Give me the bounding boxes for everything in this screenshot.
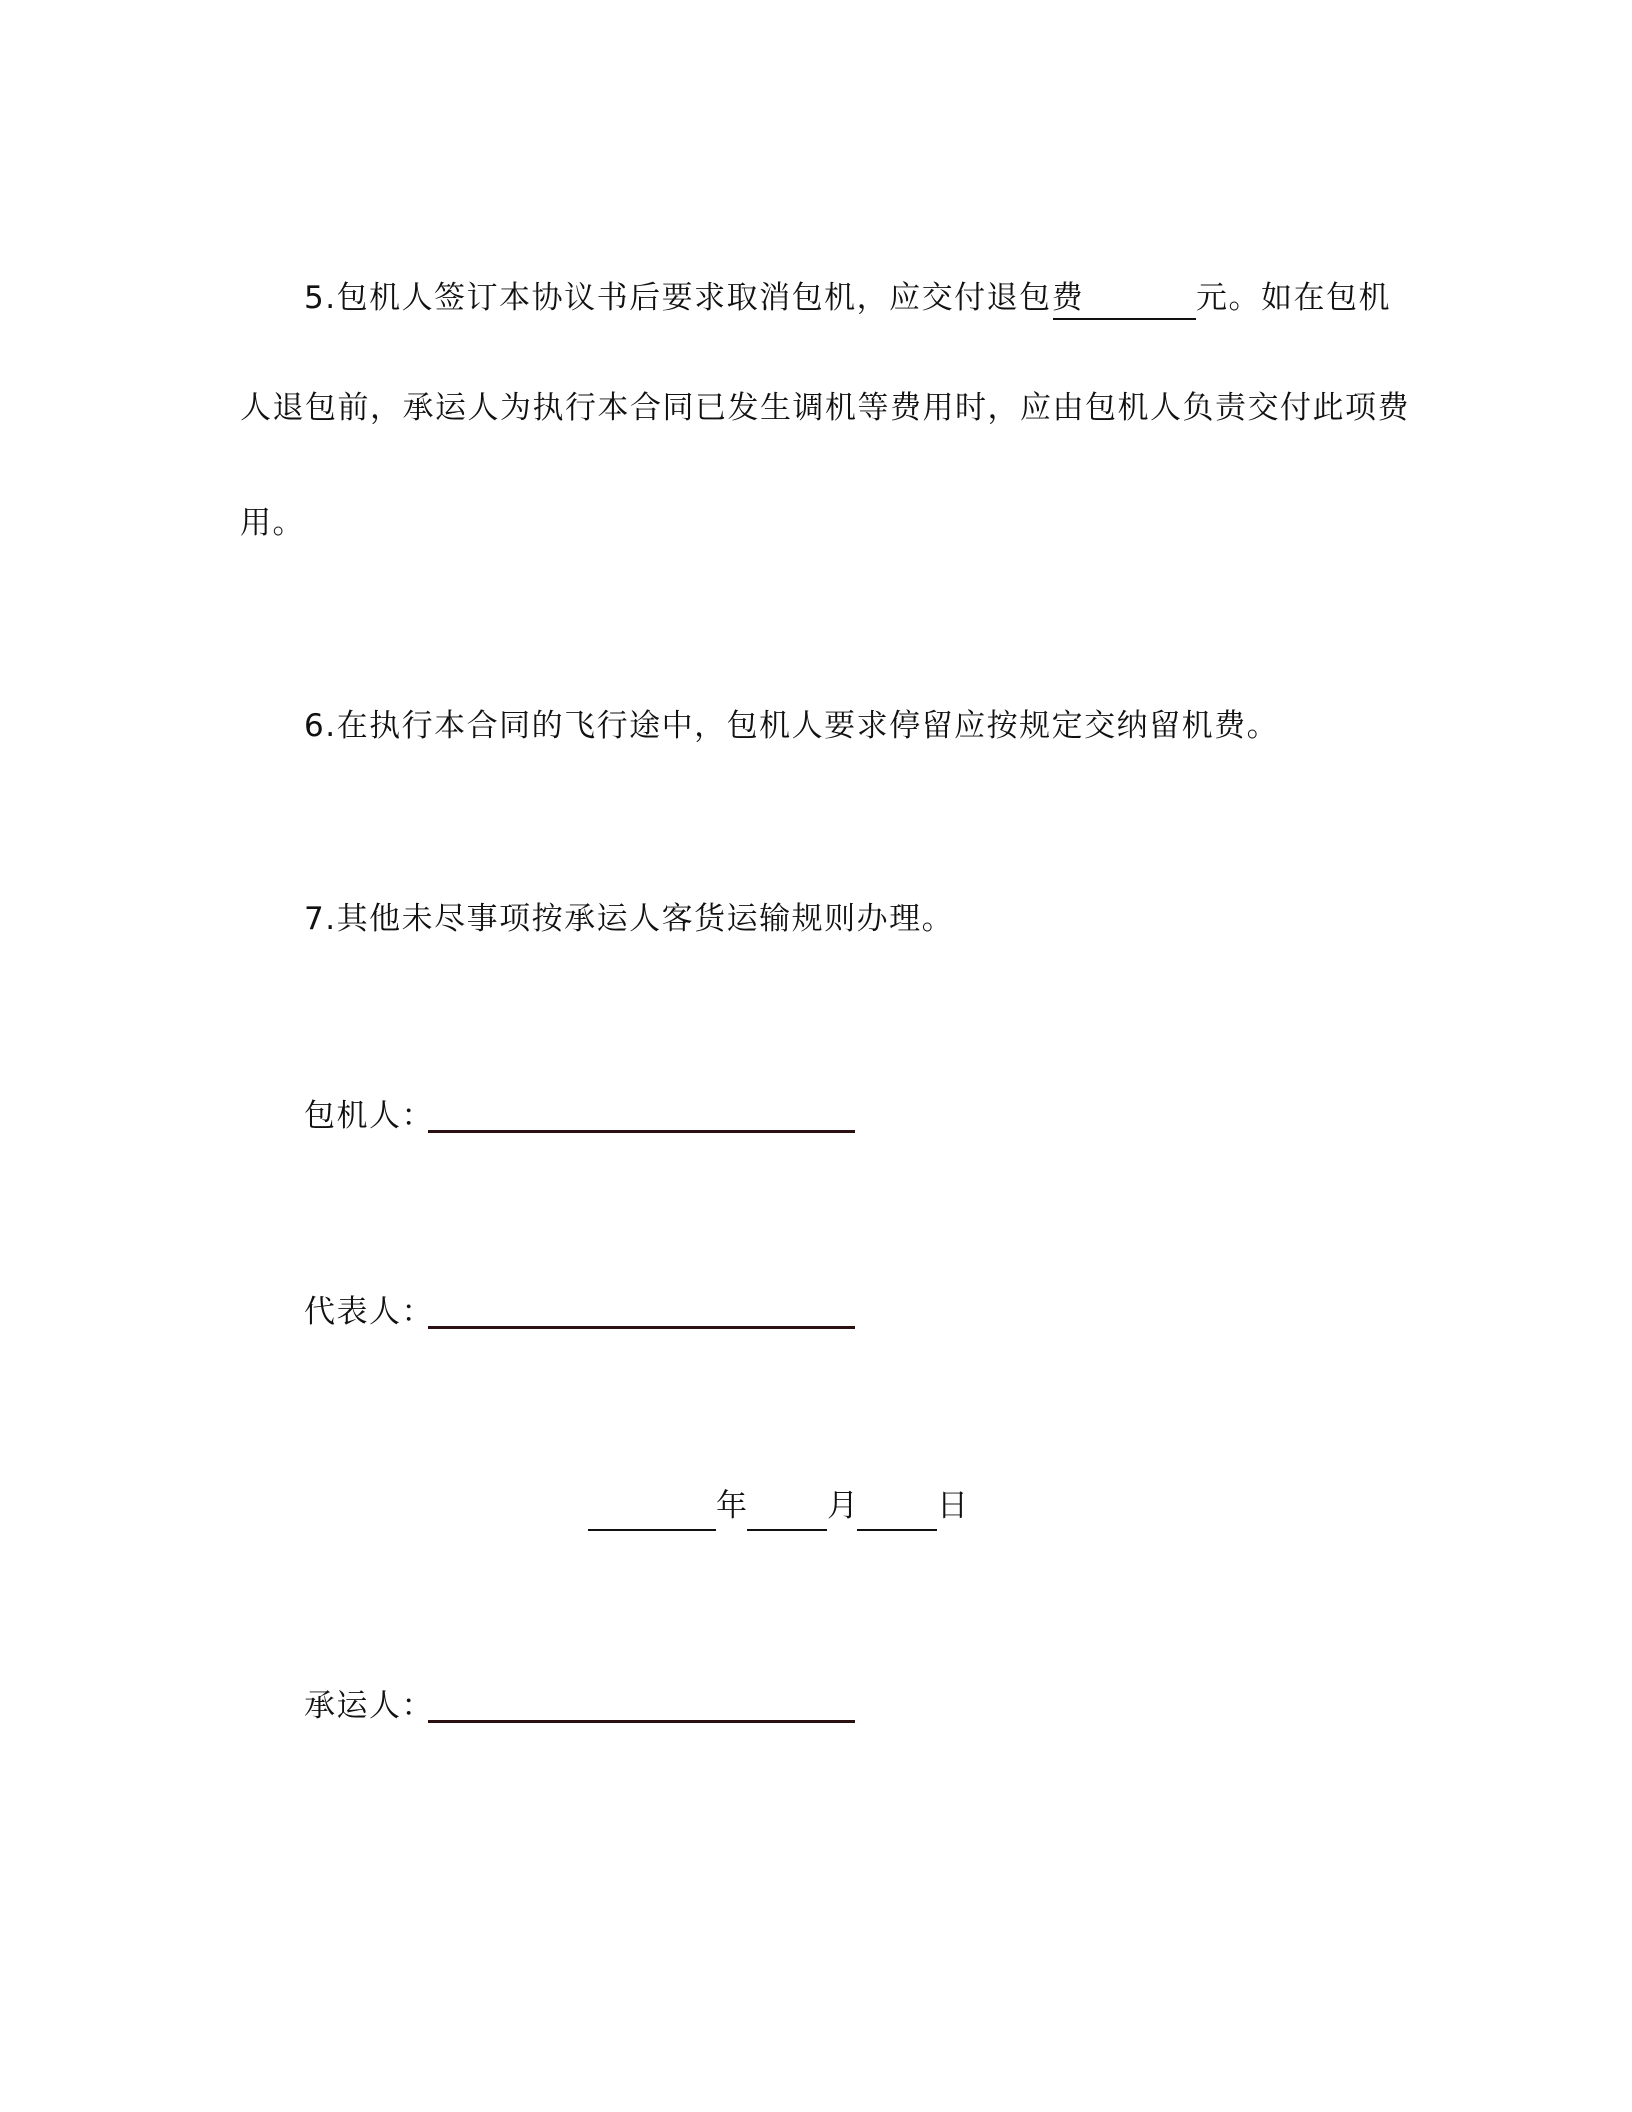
day-blank[interactable] <box>857 1529 937 1531</box>
clause-5-line-1-end: 元。如在包机 <box>1196 280 1391 316</box>
month-label: 月 <box>827 1488 860 1524</box>
charterer-label: 包机人： <box>304 1098 434 1134</box>
clause-6: 6.在执行本合同的飞行途中，包机人要求停留应按规定交纳留机费。 <box>304 708 1280 744</box>
year-blank[interactable] <box>588 1529 716 1531</box>
month-blank[interactable] <box>747 1529 827 1531</box>
representative-label: 代表人： <box>304 1294 434 1330</box>
representative-signature-line[interactable] <box>428 1326 855 1329</box>
day-label: 日 <box>937 1488 970 1524</box>
clause-5-line-3: 用。 <box>240 505 305 541</box>
clause-7: 7.其他未尽事项按承运人客货运输规则办理。 <box>304 901 955 937</box>
charterer-signature-line[interactable] <box>428 1130 855 1133</box>
carrier-signature-line[interactable] <box>428 1720 855 1723</box>
refund-fee-blank[interactable] <box>1053 318 1196 320</box>
year-label: 年 <box>716 1488 749 1524</box>
carrier-label: 承运人： <box>304 1688 434 1724</box>
clause-5-line-2: 人退包前，承运人为执行本合同已发生调机等费用时，应由包机人负责交付此项费 <box>240 390 1410 426</box>
clause-5-line-1-text: 5.包机人签订本协议书后要求取消包机，应交付退包费 <box>304 280 1085 316</box>
